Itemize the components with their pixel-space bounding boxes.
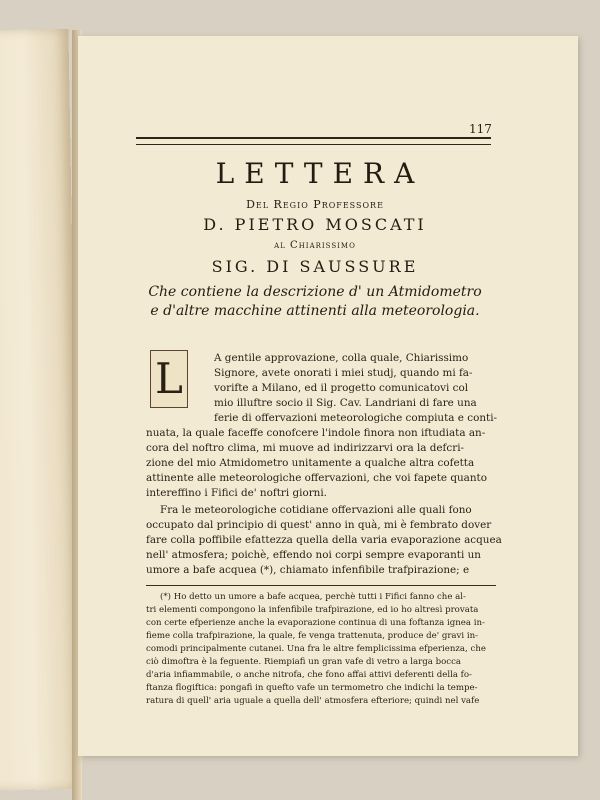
footnote-line: ratura di quell' aria uguale a quella dell' atmosfera efteriore; quindi nel vafe bbox=[146, 696, 480, 706]
decorated-initial bbox=[150, 350, 188, 408]
description-line-2: e d'altre macchine attinenti alla meteorologia. bbox=[150, 303, 480, 319]
body-line: Fra le meteorologiche cotidiane offervazioni alle quali fono bbox=[160, 504, 472, 516]
description-line-1: Che contiene la descrizione d' un Atmidometro bbox=[148, 284, 482, 300]
footnote-line: con certe efperienze anche la evaporazione continua di una foftanza ignea in- bbox=[146, 618, 485, 628]
body-line: nuata, la quale faceffe conofcere l'indole finora non iftudiata an- bbox=[146, 427, 486, 439]
body-line: occupato dal principio di quest' anno in quà, mi è fembrato dover bbox=[146, 519, 492, 531]
footnote-rule bbox=[146, 585, 496, 586]
body-line: fare colla poffibile efattezza quella della varia evaporazione acquea bbox=[146, 534, 502, 546]
initial-letter: L bbox=[155, 354, 183, 403]
body-line: intereffino i Fifici de' noftri giorni. bbox=[146, 487, 327, 499]
recipient-name: SIG. DI SAUSSURE bbox=[211, 257, 419, 276]
author-name: D. PIETRO MOSCATI bbox=[203, 215, 427, 234]
body-line: umore a bafe acquea (*), chiamato infenfibile trafpirazione; e bbox=[146, 564, 470, 576]
body-line: nell' atmosfera; poichè, effendo noi corpi sempre evaporanti un bbox=[146, 549, 481, 561]
body-line: A gentile approvazione, colla quale, Chiarissimo bbox=[214, 352, 469, 364]
body-line: zione del mio Atmidometro unitamente a qualche altra cofetta bbox=[146, 457, 475, 469]
body-line: Signore, avete onorati i miei studj, quando mi fa- bbox=[214, 367, 473, 379]
footnote-line: tri elementi compongono la infenfibile trafpirazione, ed io ho altresì provata bbox=[146, 605, 479, 615]
to-line: al Chiarissimo bbox=[274, 240, 356, 251]
left-page-edge bbox=[0, 29, 82, 791]
footnote-line: (*) Ho detto un umore a bafe acquea, perchè tutti i Fifici fanno che al- bbox=[160, 592, 466, 602]
body-line: ferie di offervazioni meteorologiche compiuta e conti- bbox=[214, 412, 498, 424]
body-line: attinente alle meteorologiche offervazioni, che voi fapete quanto bbox=[146, 472, 487, 484]
footnote-line: fieme colla trafpirazione, la quale, fe venga trattenuta, produce de' gravi in- bbox=[146, 631, 479, 641]
body-line: mio illuftre socio il Sig. Cav. Landriani di fare una bbox=[214, 397, 477, 409]
footnote-line: d'aria infiammabile, o anche nitrofa, che fono affai attivi deferenti della fo- bbox=[146, 670, 472, 680]
body-line: vorifte a Milano, ed il progetto comunicatovi col bbox=[214, 382, 469, 394]
subtitle: Del Regio Professore bbox=[246, 198, 384, 211]
page-number: 117 bbox=[469, 122, 492, 136]
footnote-line: ftanza flogiftica: pongafi in quefto vafe un termometro che indichi la tempe- bbox=[146, 683, 478, 693]
header-rule bbox=[136, 137, 491, 145]
body-line: cora del noftro clima, mi muove ad indirizzarvi ora la defcri- bbox=[146, 442, 465, 454]
footnote-line: ciò dimoftra è la feguente. Riempiafi un gran vafe di vetro a larga bocca bbox=[146, 657, 462, 667]
page-title: LETTERA bbox=[215, 157, 425, 190]
footnote-line: comodi principalmente cutanei. Una fra le altre femplicissima efperienza, che bbox=[146, 644, 486, 654]
